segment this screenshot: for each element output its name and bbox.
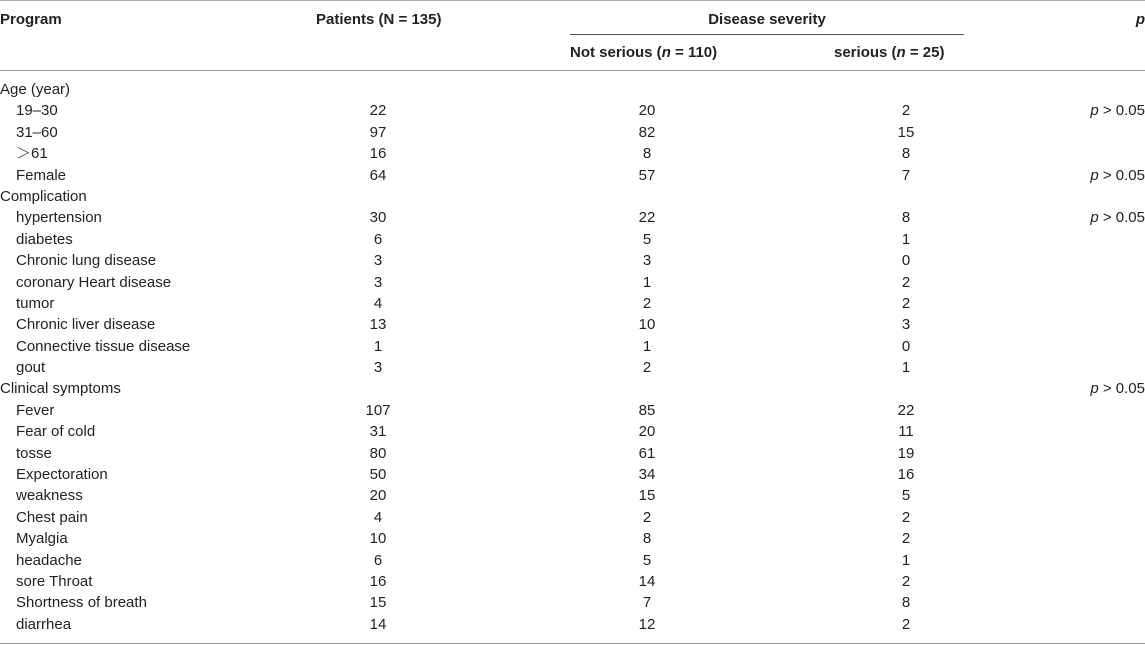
not-serious-cell: 2 bbox=[642, 294, 652, 312]
serious-cell: 5 bbox=[901, 487, 911, 505]
serious-cell: 8 bbox=[901, 145, 911, 163]
row-label: Female bbox=[16, 166, 67, 184]
table-row bbox=[0, 443, 1145, 464]
not-serious-cell: 61 bbox=[638, 444, 656, 462]
header-program: Program bbox=[0, 11, 62, 28]
p-symbol: p bbox=[1090, 166, 1099, 184]
row-label: sore Throat bbox=[16, 572, 93, 590]
not-serious-cell: 3 bbox=[642, 252, 652, 270]
row-label: Connective tissue disease bbox=[16, 337, 191, 355]
serious-cell: 3 bbox=[901, 316, 911, 334]
table-row bbox=[0, 507, 1145, 528]
not-serious-cell: 82 bbox=[638, 123, 656, 141]
serious-cell: 8 bbox=[901, 209, 911, 227]
header-p bbox=[1136, 10, 1145, 30]
row-label: tumor bbox=[16, 294, 55, 312]
patients-cell: 3 bbox=[373, 359, 383, 377]
serious-cell: 2 bbox=[901, 508, 911, 526]
not-serious-cell: 8 bbox=[642, 145, 652, 163]
patients-cell: 1 bbox=[373, 337, 383, 355]
header-patients: Patients (N = 135) bbox=[316, 11, 442, 28]
not-serious-cell: 10 bbox=[638, 316, 656, 334]
table-row bbox=[0, 485, 1145, 506]
header-serious bbox=[834, 43, 944, 63]
p-symbol: p bbox=[1090, 102, 1099, 120]
row-label: tosse bbox=[16, 444, 52, 462]
patients-cell: 20 bbox=[369, 487, 387, 505]
table-row bbox=[0, 272, 1145, 293]
table-row bbox=[0, 250, 1145, 271]
serious-cell: 2 bbox=[901, 273, 911, 291]
p-threshold: > 0.05 bbox=[1098, 380, 1145, 398]
table-row bbox=[0, 165, 1145, 186]
not-serious-cell: 1 bbox=[642, 337, 652, 355]
p-symbol: p bbox=[1090, 209, 1099, 227]
header-not-serious-post: = 110) bbox=[670, 44, 718, 61]
not-serious-cell: 5 bbox=[642, 551, 652, 569]
not-serious-cell: 14 bbox=[638, 572, 656, 590]
table-row bbox=[0, 122, 1145, 143]
row-label: 31–60 bbox=[16, 123, 58, 141]
table-row bbox=[0, 464, 1145, 485]
row-label: Clinical symptoms bbox=[0, 380, 121, 398]
patients-cell: 31 bbox=[369, 423, 387, 441]
header-rule bbox=[0, 70, 1145, 71]
serious-cell: 16 bbox=[897, 466, 915, 484]
patients-cell: 14 bbox=[369, 615, 387, 633]
row-label: gout bbox=[16, 359, 46, 377]
p-value-cell bbox=[1090, 378, 1145, 399]
header-not-serious-pre: Not serious ( bbox=[570, 44, 662, 61]
table-row bbox=[0, 614, 1145, 635]
row-label: Chronic lung disease bbox=[16, 252, 157, 270]
row-label: ＞61 bbox=[16, 145, 48, 163]
table-row bbox=[0, 207, 1145, 228]
patients-cell: 3 bbox=[373, 273, 383, 291]
patients-cell: 6 bbox=[373, 230, 383, 248]
serious-cell: 1 bbox=[901, 359, 911, 377]
not-serious-cell: 12 bbox=[638, 615, 656, 633]
table-row bbox=[0, 571, 1145, 592]
not-serious-cell: 15 bbox=[638, 487, 656, 505]
table-row bbox=[0, 400, 1145, 421]
serious-cell: 8 bbox=[901, 594, 911, 612]
p-threshold: > 0.05 bbox=[1098, 209, 1145, 227]
header-serious-pre: serious ( bbox=[834, 44, 897, 61]
serious-cell: 2 bbox=[901, 615, 911, 633]
row-label: hypertension bbox=[16, 209, 102, 227]
table-row bbox=[0, 528, 1145, 549]
not-serious-cell: 2 bbox=[642, 359, 652, 377]
row-label: diarrhea bbox=[16, 615, 72, 633]
not-serious-cell: 34 bbox=[638, 466, 656, 484]
not-serious-cell: 85 bbox=[638, 401, 656, 419]
not-serious-cell: 20 bbox=[638, 102, 656, 120]
p-threshold: > 0.05 bbox=[1098, 102, 1145, 120]
header-serious-n: n bbox=[896, 44, 906, 61]
table-row bbox=[0, 550, 1145, 571]
section-row bbox=[0, 186, 1145, 207]
not-serious-cell: 5 bbox=[642, 230, 652, 248]
not-serious-cell: 8 bbox=[642, 530, 652, 548]
section-row bbox=[0, 79, 1145, 100]
table-row bbox=[0, 357, 1145, 378]
patients-cell: 64 bbox=[369, 166, 387, 184]
patients-cell: 4 bbox=[373, 294, 383, 312]
serious-cell: 15 bbox=[897, 123, 915, 141]
patients-cell: 16 bbox=[369, 572, 387, 590]
header-serious-post: = 25) bbox=[905, 44, 945, 61]
table-row bbox=[0, 421, 1145, 442]
serious-cell: 2 bbox=[901, 102, 911, 120]
row-label: Fever bbox=[16, 401, 55, 419]
row-label: Expectoration bbox=[16, 466, 108, 484]
table-row bbox=[0, 336, 1145, 357]
p-value-cell bbox=[1090, 100, 1145, 121]
p-value-cell bbox=[1090, 165, 1145, 186]
table-row bbox=[0, 229, 1145, 250]
table-body bbox=[0, 79, 1145, 635]
serious-cell: 1 bbox=[901, 551, 911, 569]
row-label: headache bbox=[16, 551, 82, 569]
severity-subrule bbox=[570, 34, 964, 35]
table-row bbox=[0, 592, 1145, 613]
patients-cell: 3 bbox=[373, 252, 383, 270]
patients-cell: 10 bbox=[369, 530, 387, 548]
row-label: Chronic liver disease bbox=[16, 316, 156, 334]
p-symbol: p bbox=[1090, 380, 1099, 398]
row-label: Fear of cold bbox=[16, 423, 96, 441]
header-p-label: p bbox=[1135, 11, 1145, 28]
serious-cell: 0 bbox=[901, 337, 911, 355]
patients-cell: 107 bbox=[365, 401, 391, 419]
patients-cell: 50 bbox=[369, 466, 387, 484]
patients-cell: 13 bbox=[369, 316, 387, 334]
header-not-serious-n: n bbox=[661, 44, 671, 61]
patients-cell: 30 bbox=[369, 209, 387, 227]
not-serious-cell: 22 bbox=[638, 209, 656, 227]
serious-cell: 2 bbox=[901, 294, 911, 312]
patients-cell: 15 bbox=[369, 594, 387, 612]
serious-cell: 11 bbox=[898, 423, 914, 441]
row-label: Chest pain bbox=[16, 508, 88, 526]
p-threshold: > 0.05 bbox=[1098, 166, 1145, 184]
patients-cell: 80 bbox=[369, 444, 387, 462]
not-serious-cell: 7 bbox=[642, 594, 652, 612]
patients-cell: 22 bbox=[369, 102, 387, 120]
serious-cell: 1 bbox=[901, 230, 911, 248]
patients-cell: 4 bbox=[373, 508, 383, 526]
patients-cell: 16 bbox=[369, 145, 387, 163]
top-rule bbox=[0, 0, 1145, 1]
serious-cell: 22 bbox=[897, 401, 915, 419]
patients-cell: 97 bbox=[369, 123, 387, 141]
table-row bbox=[0, 314, 1145, 335]
not-serious-cell: 2 bbox=[642, 508, 652, 526]
serious-cell: 19 bbox=[897, 444, 915, 462]
bottom-rule bbox=[0, 643, 1145, 644]
table-row bbox=[0, 100, 1145, 121]
row-label: weakness bbox=[16, 487, 83, 505]
row-label: Age (year) bbox=[0, 81, 71, 98]
row-label: 19–30 bbox=[16, 102, 58, 120]
not-serious-cell: 1 bbox=[642, 273, 652, 291]
row-label: Complication bbox=[0, 187, 87, 205]
row-label: Myalgia bbox=[16, 530, 68, 548]
not-serious-cell: 57 bbox=[638, 166, 656, 184]
serious-cell: 2 bbox=[901, 572, 911, 590]
table-row bbox=[0, 293, 1145, 314]
not-serious-cell: 20 bbox=[638, 423, 656, 441]
row-label: Shortness of breath bbox=[16, 594, 147, 612]
serious-cell: 7 bbox=[901, 166, 911, 184]
row-label: diabetes bbox=[16, 230, 73, 248]
p-value-cell bbox=[1090, 207, 1145, 228]
table-row bbox=[0, 143, 1145, 164]
section-row bbox=[0, 378, 1145, 399]
header-disease-severity: Disease severity bbox=[708, 11, 826, 28]
serious-cell: 0 bbox=[901, 252, 911, 270]
row-label: coronary Heart disease bbox=[16, 273, 172, 291]
serious-cell: 2 bbox=[901, 530, 911, 548]
header-not-serious bbox=[570, 43, 717, 63]
patients-cell: 6 bbox=[373, 551, 383, 569]
